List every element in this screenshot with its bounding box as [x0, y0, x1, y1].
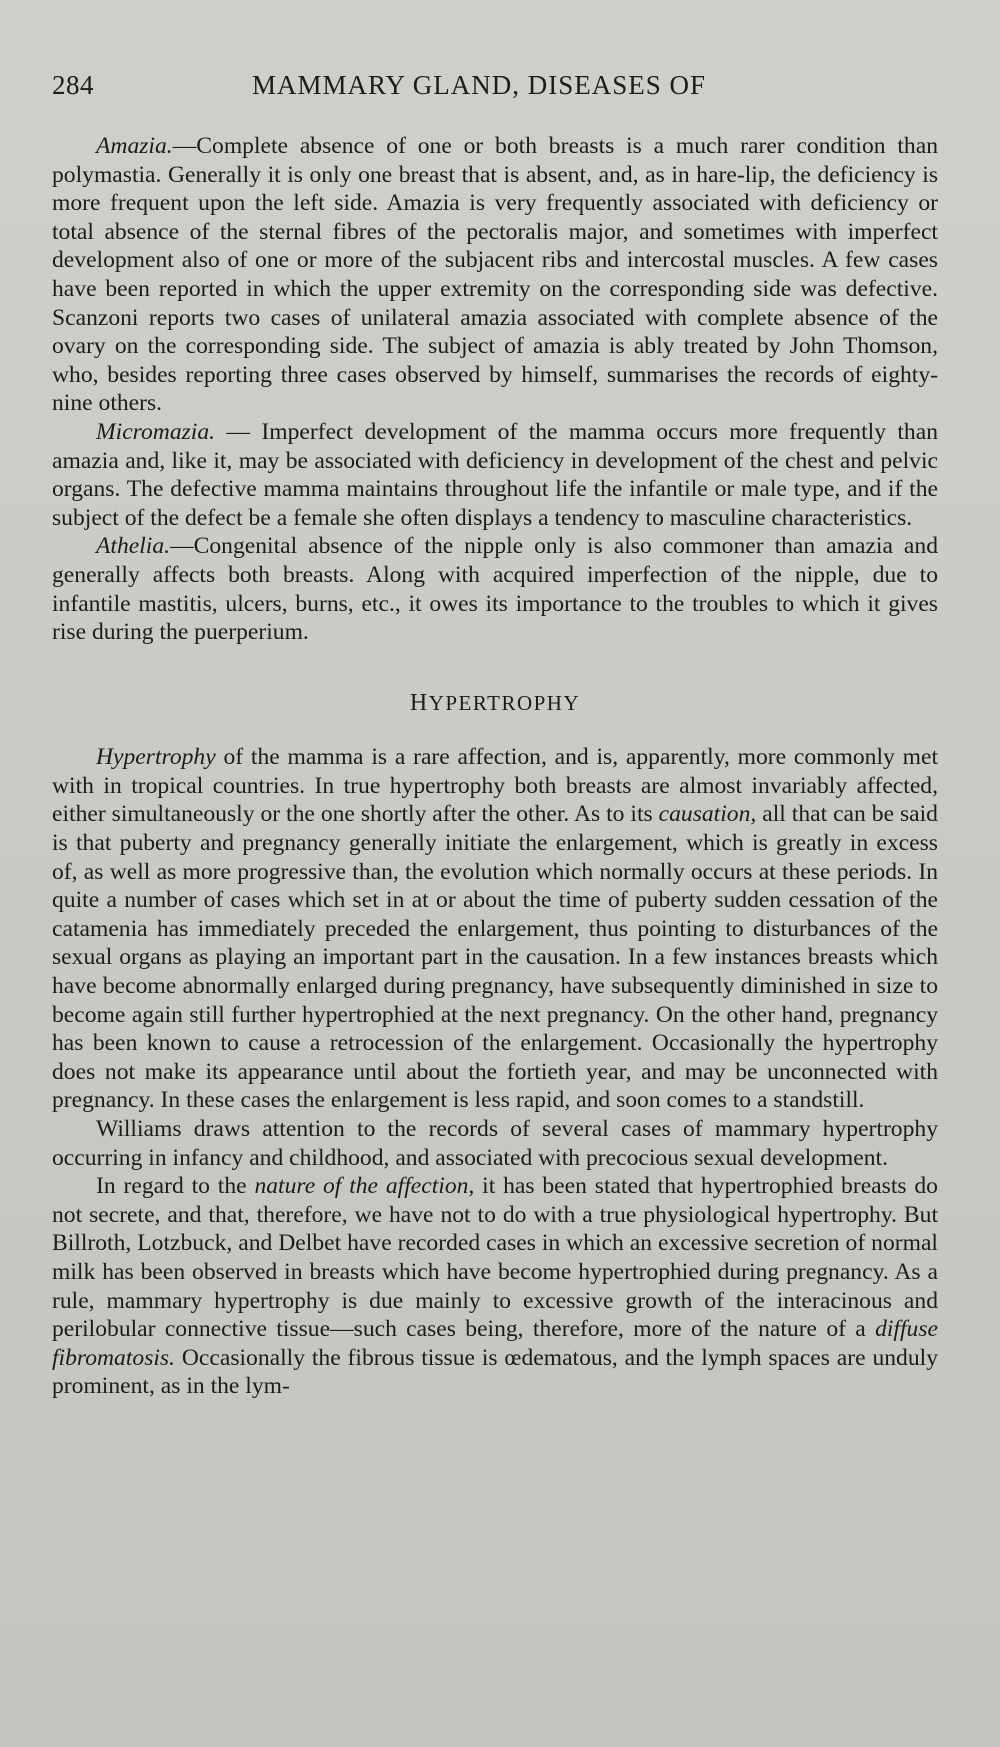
paragraph-williams [52, 1115, 938, 1172]
page-number: 284 [52, 70, 94, 100]
paragraph-nature-text-a: In regard to the [96, 1173, 255, 1200]
term-nature-of-affection: nature of the affection, [254, 1173, 475, 1200]
paragraph-williams-text: Williams draws attention to the records of several cases of mammary hypertrophy occurring in infancy and childhood, and associated with precocious sexual development. [52, 1116, 938, 1171]
paragraph-nature [52, 1172, 938, 1401]
term-amazia: Amazia. [96, 133, 173, 159]
section-heading-rest: YPERTROPHY [428, 690, 581, 715]
paragraph-hypertrophy-text-b: all that can be said is that puberty and pregnancy generally initiate the enlargement, which is greatly in excess of, as well as more progressive than, the evolution which normally occurs at these periods. In quite a number of cases which set in at or about the time of puberty sudden cessation of the catamenia has immediately preceded the enlargement, thus pointing to disturbances of the sexual organs as playing an important part in the causation. In a few instances breasts which have become abnormally enlarged during pregnancy, have subsequently diminished in size to become again still further hypertrophied at the next pregnancy. On the other hand, pregnancy has been known to cause a retrocession of the enlargement. Occasionally the hypertrophy does not make its appearance until about the fortieth year, and may be unconnected with pregnancy. In these cases the enlargement is less rapid, and soon comes to a standstill. [52, 801, 938, 1114]
paragraph-micromazia [52, 418, 938, 532]
paragraph-hypertrophy [52, 743, 938, 1115]
body-text [52, 132, 938, 1401]
paragraph-nature-text-c: Occasionally the fibrous tissue is œdematous, and the lymph spaces are unduly prominent, as in the lym- [52, 1344, 938, 1400]
term-causation: causation, [658, 801, 757, 828]
term-diffuse-fibromatosis: diffuse fibromatosis. [52, 1316, 938, 1371]
term-micromazia: Micromazia. [96, 418, 216, 445]
paragraph-athelia [52, 532, 938, 646]
paragraph-micromazia-text: — Imperfect development of the mamma occurs more frequently than amazia and, like it, may be associated with deficiency in development of the chest and pelvic organs. The defective mamma maintains throughout life the infantile or male type, and if the subject of the defect be a female she often displays a tendency to masculine characteristics. [52, 418, 938, 531]
paragraph-hypertrophy-text-a: of the mamma is a rare affection, and is, apparently, more commonly met with in tropical countries. In true hypertrophy both breasts are almost invariably affected, either simultaneously or the one shortly after the other. As to its [52, 744, 938, 828]
term-athelia: Athelia. [96, 533, 171, 560]
paragraph-amazia-text: —Complete absence of one or both breasts is a much rarer condition than polymastia. Generally it is only one breast that is absent, and, as in hare-lip, the deficiency is more frequent upon the left side. Amazia is very frequently associated with deficiency or total absence of the sternal fibres of the pectoralis major, and sometimes with imperfect development also of one or more of the subjacent ribs and intercostal muscles. A few cases have been reported in which the upper extremity on the corresponding side was defective. Scanzoni reports two cases of unilateral amazia associated with complete absence of the ovary on the corresponding side. The subject of amazia is ably treated by John Thomson, who, besides reporting three cases observed by himself, summarises the records of eighty-nine others. [52, 133, 938, 417]
section-heading-hypertrophy [52, 689, 938, 718]
paragraph-nature-text-b: it has been stated that hypertrophied breasts do not secrete, and that, therefore, we have not to do with a true physiological hypertrophy. But Billroth, Lotzbuck, and Delbet have recorded cases in which an excessive secretion of normal milk has been observed in breasts which have become hypertrophied during pregnancy. As a rule, mammary hypertrophy is due mainly to excessive growth of the interacinous and perilobular connective tissue—such cases being, therefore, more of the nature of a [52, 1173, 938, 1343]
term-hypertrophy: Hypertrophy [96, 744, 216, 771]
section-heading-cap: H [409, 689, 429, 716]
running-title: MAMMARY GLAND, DISEASES OF [252, 70, 707, 100]
paragraph-amazia [52, 132, 938, 418]
paragraph-athelia-text: —Congenital absence of the nipple only is also commoner than amazia and generally affects both breasts. Along with acquired imperfection of the nipple, due to infantile mastitis, ulcers, burns, etc., it owes its importance to the troubles to which it gives rise during the puerperium. [52, 533, 938, 646]
page-header [52, 62, 938, 102]
